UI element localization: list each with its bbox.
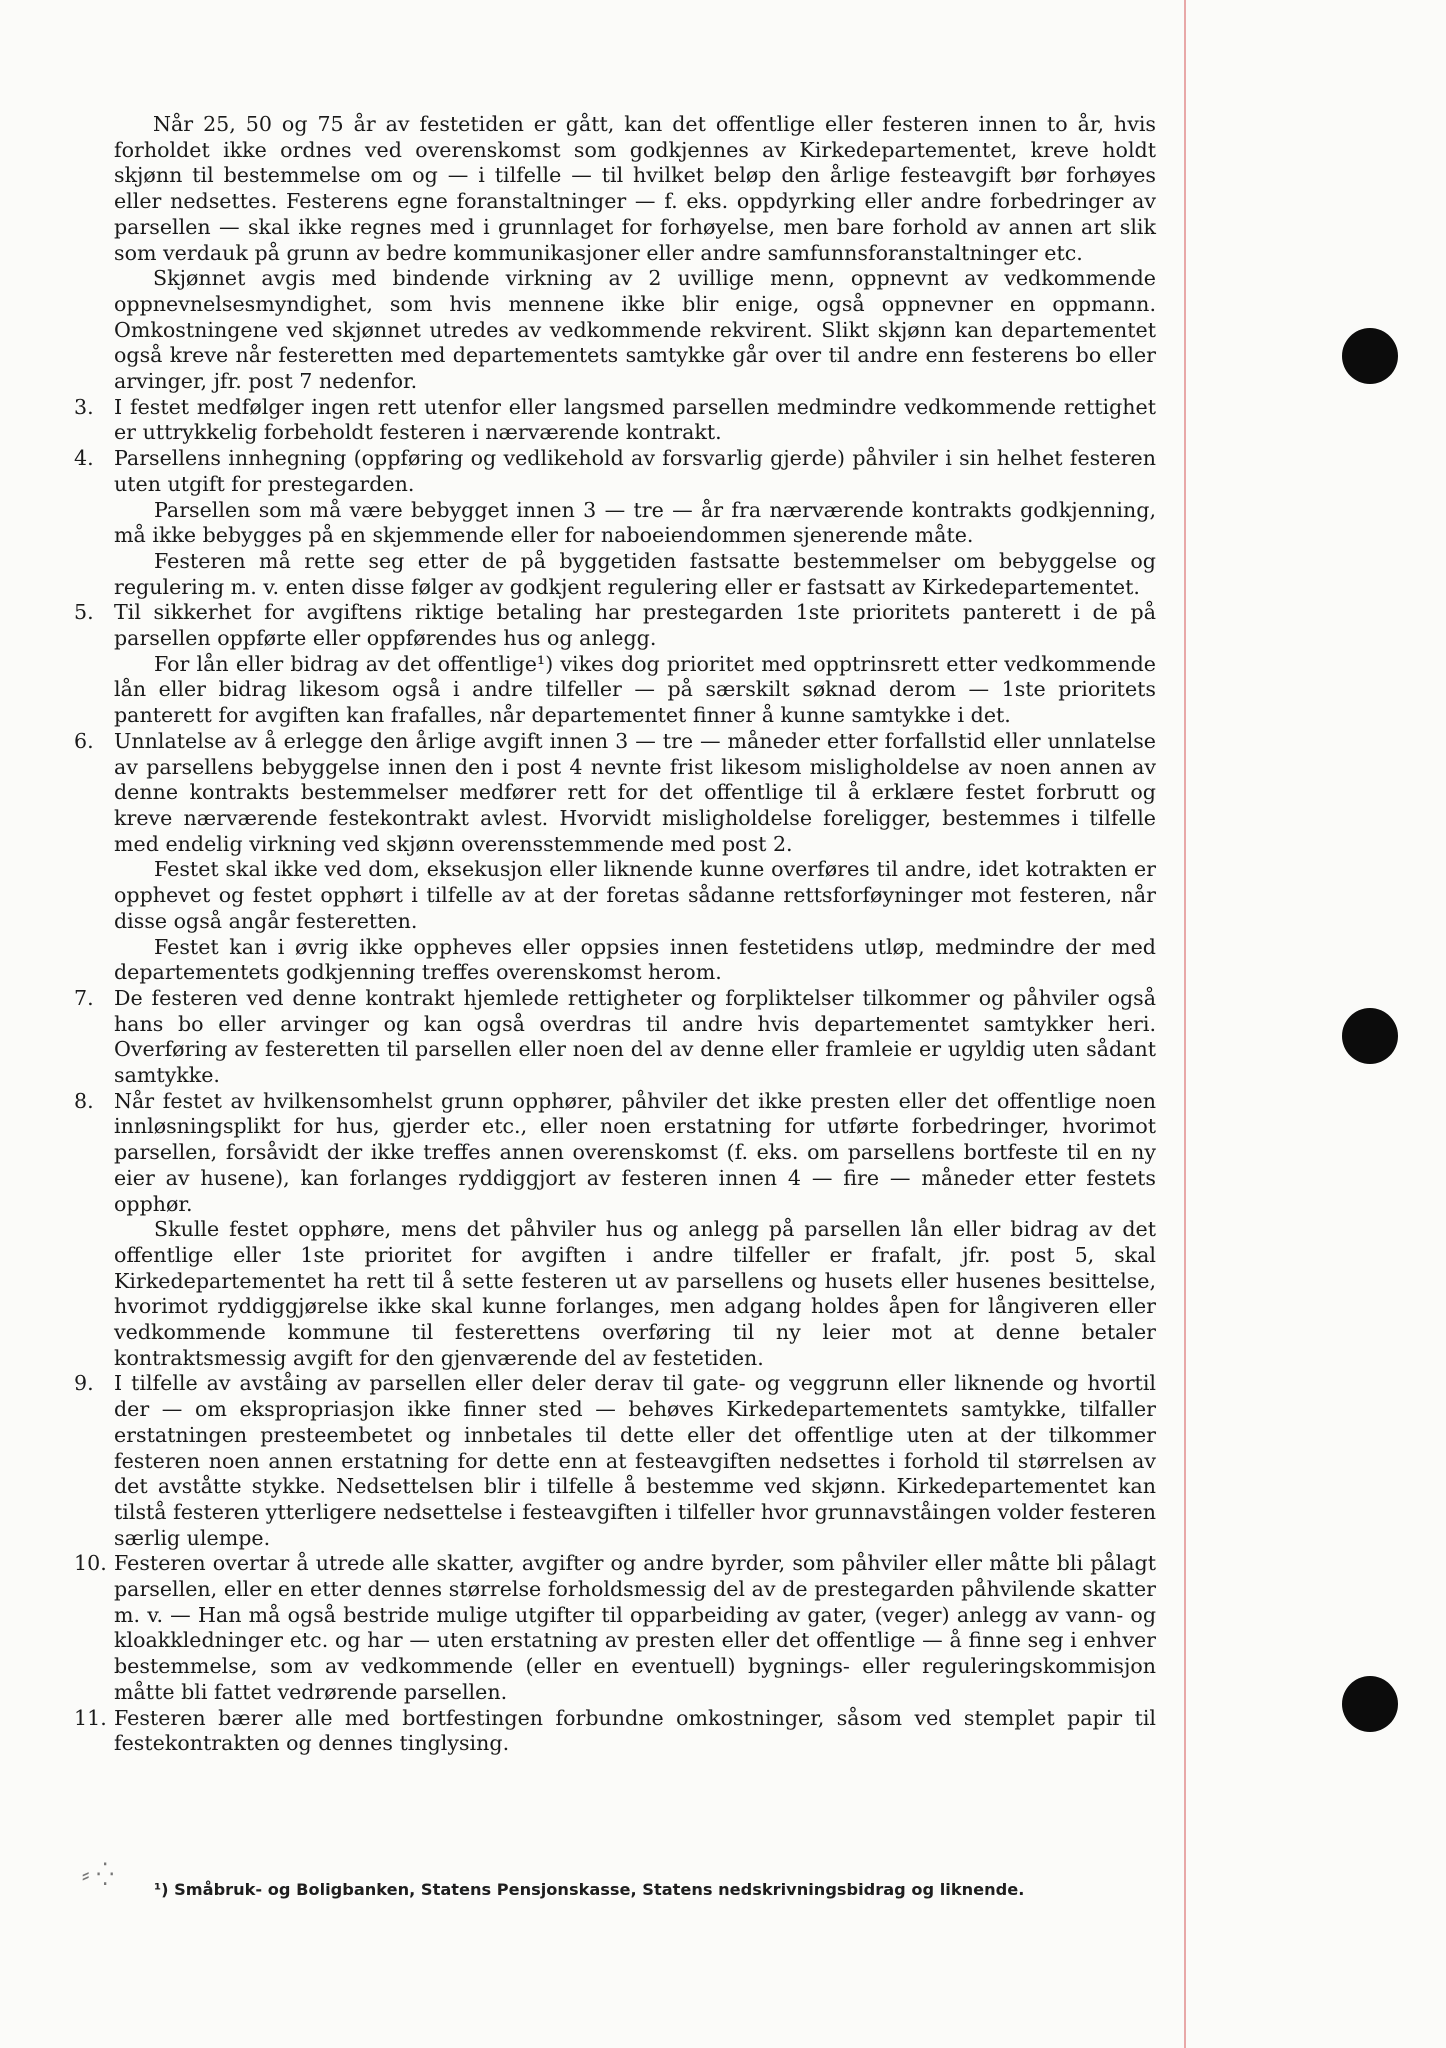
clause-paragraph: Festeren må rette seg etter de på byggetiden fastsatte bestemmelser om bebyggelse og regulering m. v. enten disse følger av godkjent regulering eller er fastsatt av Kirkedepartementet. [114, 548, 1156, 599]
clause-item [74, 729, 1156, 986]
pencil-mark: ⸗ ⁛ [82, 1863, 114, 1888]
intro-paragraph: Når 25, 50 og 75 år av festetiden er gått, kan det offentlige eller festeren innen to år, hvis forholdet ikke ordnes ved overenskomst som godkjennes av Kirkedepartementet, kreve holdt skjønn til bestemmelse om og — i tilfelle — til hvilket beløp den årlige festeavgift bør forhøyes eller nedsettes. Festerens egne foranstaltninger — f. eks. oppdyrking eller andre forbedringer av parsellen — skal ikke regnes med i grunnlaget for forhøyelse, men bare forhold av annen art slik som verdauk på grunn av bedre kommunikasjoner eller andre samfunnsforanstaltninger etc. [114, 112, 1156, 265]
punch-hole [1342, 1008, 1398, 1064]
clause-number: 7. [74, 985, 94, 1010]
clause-number: 10. [74, 1551, 107, 1576]
clause-paragraph: Til sikkerhet for avgiftens riktige betaling har prestegarden 1ste prioritets panterett i de på parsellen oppførte eller oppførendes hus og anlegg. [114, 600, 1156, 651]
clause-paragraph: Festeren overtar å utrede alle skatter, avgifter og andre byrder, som påhviler eller måtte bli pålagt parsellen, eller en etter dennes størrelse forholdsmessig del av de prestegarden påhvilende skatter m. v. — Han må også bestride mulige utgifter til opparbeiding av gater, (veger) anlegg av vann- og kloakkledninger etc. og har — uten erstatning av presten eller det offentlige — å finne seg i enhver bestemmelse, som av vedkommende (eller en eventuell) bygnings- eller reguleringskommisjon måtte bli fattet vedrørende parsellen. [114, 1551, 1156, 1704]
clause-number: 4. [74, 446, 94, 471]
clause-item [74, 446, 1156, 600]
clause-number: 5. [74, 600, 94, 625]
clause-item [74, 1706, 1156, 1757]
clause-paragraph: Unnlatelse av å erlegge den årlige avgift innen 3 — tre — måneder etter forfallstid eller unnlatelse av parsellens bebyggelse innen den i post 4 nevnte frist likesom misligholdelse av noen annen av denne kontrakts bestemmelser medfører rett for det offentlige til å erklære festet forbrutt og kreve nærværende festekontrakt avlest. Hvorvidt misligholdelse foreligger, bestemmes i tilfelle med endelig virkning ved skjønn overensstemmende med post 2. [114, 728, 1156, 856]
footnote: ¹) Småbruk- og Boligbanken, Statens Pensjonskasse, Statens nedskrivningsbidrag og liknende. [154, 1880, 1025, 1899]
clause-paragraph: Parsellens innhegning (oppføring og vedlikehold av forsvarlig gjerde) påhviler i sin helhet festeren uten utgift for prestegarden. [114, 446, 1156, 496]
clause-item [74, 600, 1156, 729]
clause-number: 8. [74, 1088, 94, 1113]
clause-number: 9. [74, 1371, 94, 1396]
clause-number: 11. [74, 1705, 107, 1730]
clause-paragraph: Skulle festet opphøre, mens det påhviler hus og anlegg på parsellen lån eller bidrag av det offentlige eller 1ste prioritet for avgiften i andre tilfeller er frafalt, jfr. post 5, skal Kirkedepartementet ha rett til å sette festeren ut av parsellens og husets eller husenes besittelse, hvorimot ryddiggjørelse ikke skal kunne forlanges, men adgang holdes åpen for långiveren eller vedkommende kommune til festerettens overføring til ny leier mot at denne betaler kontraktsmessig avgift for den gjenværende del av festetiden. [114, 1217, 1156, 1370]
clause-paragraph: De festeren ved denne kontrakt hjemlede rettigheter og forpliktelser tilkommer og påhviler også hans bo eller arvinger og kan også overdras til andre hvis departementet samtykker heri. Overføring av festeretten til parsellen eller noen del av denne eller framleie er ugyldig uten sådant samtykke. [114, 985, 1156, 1088]
document-body [74, 112, 1156, 1757]
clause-item [74, 1551, 1156, 1705]
punch-hole [1342, 1676, 1398, 1732]
clause-paragraph: Parsellen som må være bebygget innen 3 — tre — år fra nærværende kontrakts godkjenning, må ikke bebygges på en skjemmende eller for naboeiendommen sjenerende måte. [114, 497, 1156, 548]
clause-item [74, 395, 1156, 446]
clause-paragraph: I festet medfølger ingen rett utenfor eller langsmed parsellen medmindre vedkommende rettighet er uttrykkelig forbeholdt festeren i nærværende kontrakt. [114, 394, 1156, 445]
clause-number: 6. [74, 728, 94, 753]
punch-hole [1342, 328, 1398, 384]
clause-paragraph: Festet skal ikke ved dom, eksekusjon eller liknende kunne overføres til andre, idet kotrakten er opphevet og festet opphørt i tilfelle av at der foretas sådanne rettsforføyninger mot festeren, når disse også angår festeretten. [114, 857, 1156, 933]
margin-line [1184, 0, 1186, 2048]
clause-paragraph: Festet kan i øvrig ikke oppheves eller oppsies innen festetidens utløp, medmindre der med departementets godkjenning treffes overenskomst herom. [114, 934, 1156, 985]
clause-paragraph: I tilfelle av avståing av parsellen eller deler derav til gate- og veggrunn eller liknende og hvortil der — om ekspropriasjon ikke finner sted — behøves Kirkedepartementets samtykke, tilfaller erstatningen presteembetet og innbetales til dette eller det offentlige uten at der tilkommer festeren noen annen erstatning for dette enn at festeavgiften nedsettes i forhold til størrelsen av det avståtte stykke. Nedsettelsen blir i tilfelle å bestemme ved skjønn. Kirkedepartementet kan tilstå festeren ytterligere nedsettelse i festeavgiften i tilfeller hvor grunnavståingen volder festeren særlig ulempe. [114, 1371, 1156, 1550]
intro-paragraph: Skjønnet avgis med bindende virkning av 2 uvillige menn, oppnevnt av vedkommende oppnevnelsesmyndighet, som hvis mennene ikke blir enige, også oppnevner en oppmann. Omkostningene ved skjønnet utredes av vedkommende rekvirent. Slikt skjønn kan departementet også kreve når festeretten med departementets samtykke går over til andre enn festerens bo eller arvinger, jfr. post 7 nedenfor. [114, 266, 1156, 394]
clause-paragraph: For lån eller bidrag av det offentlige¹) vikes dog prioritet med opptrinsrett etter vedkommende lån eller bidrag likesom også i andre tilfeller — på særskilt søknad derom — 1ste prioritets panterett for avgiften kan frafalles, når departementet finner å kunne samtykke i det. [114, 651, 1156, 728]
clause-item [74, 1089, 1156, 1372]
clause-paragraph: Når festet av hvilkensomhelst grunn opphører, påhviler det ikke presten eller det offentlige noen innløsningsplikt for hus, gjerder etc., eller noen erstatning for utførte forbedringer, hvorimot parsellen, forsåvidt der ikke treffes annen overenskomst (f. eks. om parsellens bortfeste til en ny eier av husene), kan forlanges ryddiggjort av festeren innen 4 — fire — måneder etter festets opphør. [114, 1088, 1156, 1216]
clause-item [74, 1371, 1156, 1551]
clause-list [74, 395, 1156, 1757]
clause-number: 3. [74, 394, 94, 419]
clause-paragraph: Festeren bærer alle med bortfestingen forbundne omkostninger, såsom ved stemplet papir til festekontrakten og dennes tinglysing. [114, 1705, 1156, 1756]
clause-item [74, 986, 1156, 1089]
